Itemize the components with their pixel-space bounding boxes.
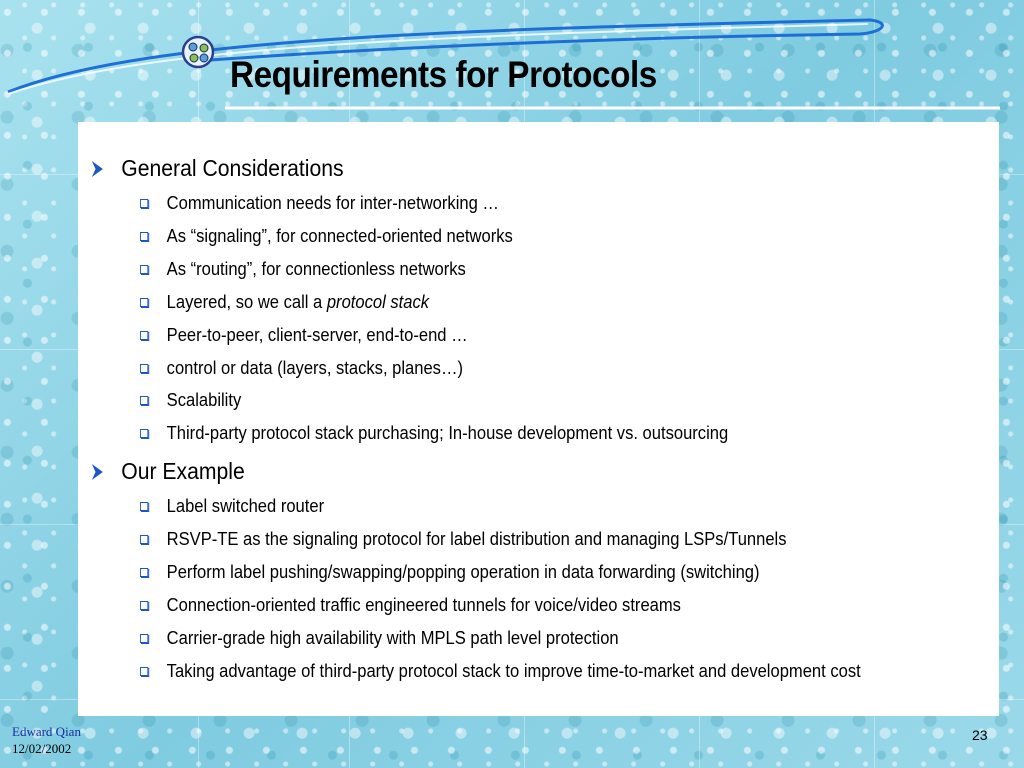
bullet-text: Peer-to-peer, client-server, end-to-end …	[166, 324, 468, 345]
footer-date: 12/02/2002	[12, 741, 72, 756]
bullet-text: RSVP-TE as the signaling protocol for label distribution and managing LSPs/Tunnels	[166, 528, 787, 549]
arrow-bullet-icon	[90, 160, 105, 178]
arrow-bullet-icon	[90, 463, 105, 481]
bullet-text: Label switched router	[166, 496, 325, 516]
bullet-text: Scalability	[166, 390, 242, 411]
bullet-item	[140, 325, 468, 346]
section-heading	[90, 458, 245, 485]
square-bullet-icon	[140, 634, 148, 643]
square-bullet-icon	[140, 568, 148, 577]
square-bullet-icon	[140, 429, 148, 438]
bullet-text: As “routing”, for connectionless networks	[166, 258, 466, 279]
bullet-item	[140, 529, 787, 550]
page-number: 23	[972, 727, 988, 743]
bullet-text: Third-party protocol stack purchasing; In-house development vs. outsourcing	[166, 423, 729, 444]
bullet-text: Carrier-grade high availability with MPLS path level protection	[166, 627, 619, 648]
bullet-text: Connection-oriented traffic engineered tunnels for voice/video streams	[166, 594, 681, 615]
square-bullet-icon	[140, 199, 148, 208]
bullet-item	[140, 193, 499, 214]
square-bullet-icon	[140, 364, 148, 373]
square-bullet-icon	[140, 667, 148, 676]
bullet-item	[140, 496, 324, 517]
bullet-emphasis-text: protocol stack	[326, 291, 430, 312]
bullet-item	[140, 292, 429, 313]
slide-title: Requirements for Protocols	[230, 54, 657, 95]
square-bullet-icon	[140, 331, 148, 340]
bullet-text: As “signaling”, for connected-oriented networks	[166, 225, 513, 246]
bullet-text: Taking advantage of third-party protocol stack to improve time-to-market and development cost	[166, 660, 861, 681]
section-heading-text: Our Example	[121, 458, 245, 484]
square-bullet-icon	[140, 396, 148, 405]
bullet-text: Communication needs for inter-networking …	[166, 193, 499, 213]
square-bullet-icon	[140, 535, 148, 544]
bullet-text: Perform label pushing/swapping/popping operation in data forwarding (switching)	[166, 561, 760, 582]
bullet-item	[140, 226, 513, 247]
bullet-item	[140, 661, 861, 682]
bullet-text: Layered, so we call a	[166, 291, 327, 312]
footer-author: Edward Qian	[12, 724, 81, 739]
square-bullet-icon	[140, 601, 148, 610]
section-heading	[90, 155, 344, 182]
section-heading-text: General Considerations	[121, 155, 344, 181]
square-bullet-icon	[140, 265, 148, 274]
bullet-item	[140, 595, 681, 616]
square-bullet-icon	[140, 232, 148, 241]
bullet-item	[140, 562, 760, 583]
square-bullet-icon	[140, 502, 148, 511]
bullet-item	[140, 628, 619, 649]
square-bullet-icon	[140, 298, 148, 307]
content-panel	[78, 122, 999, 716]
bullet-item	[140, 423, 728, 444]
bullet-text: control or data (layers, stacks, planes…)	[166, 357, 464, 378]
bullet-item	[140, 390, 241, 411]
bullet-item	[140, 259, 466, 280]
network-nodes-logo-icon	[183, 37, 213, 67]
bullet-item	[140, 358, 463, 379]
